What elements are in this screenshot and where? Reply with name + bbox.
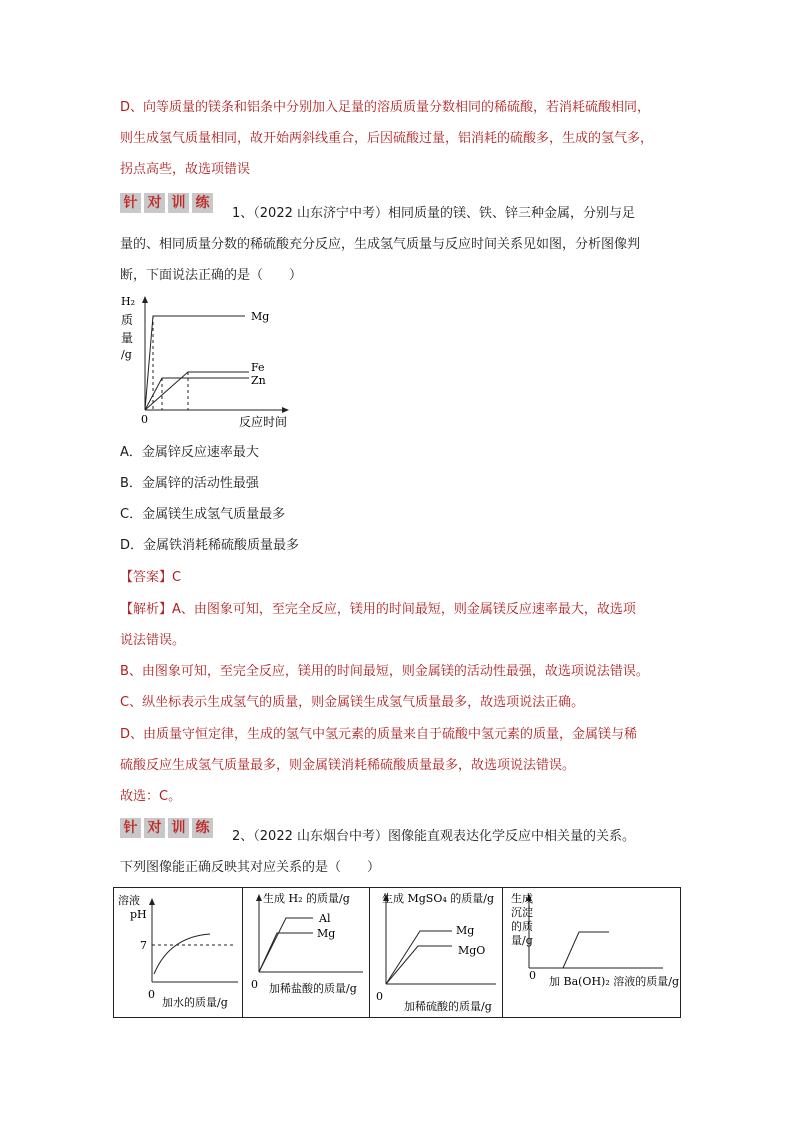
q2-graph-d [503, 888, 680, 1017]
q1-label-fe: Fe [251, 361, 265, 374]
practice-badge-2: 针 对 训 练 [120, 818, 213, 838]
q1-ylabel-2: 量 [121, 331, 134, 345]
q2b-label-al: Al [319, 912, 331, 925]
q1-ylabel-3: /g [121, 348, 132, 361]
q1-option-c: C．金属镁生成氢气质量最多 [120, 507, 286, 522]
intro-line-2: 则生成氢气质量相同，故开始两斜线重合，后因硫酸过量，铝消耗的硫酸多，生成的氢气多， [120, 131, 654, 146]
q1-xlabel: 反应时间 [239, 415, 288, 429]
q1-y-arrow [142, 296, 148, 303]
q2a-origin: 0 [148, 988, 155, 1001]
q2a-ylabel-1: pH [130, 908, 147, 921]
q2a-tick-7: 7 [140, 939, 147, 952]
q2b-xlabel: 加稀盐酸的质量/g [269, 982, 357, 995]
q1-label-mg: Mg [251, 310, 270, 323]
q1-analysis-2: 说法错误。 [120, 633, 186, 648]
q2-graph-c [370, 888, 503, 1017]
q1-analysis-1: 【解析】A、由图象可知，至完全反应，镁用的时间最短，则金属镁反应速率最大，故选项 [120, 602, 636, 617]
q1-origin: 0 [141, 413, 148, 426]
q1-x-arrow [282, 407, 289, 413]
q2c-xlabel: 加稀硫酸的质量/g [404, 1000, 492, 1013]
q2b-origin: 0 [251, 978, 258, 991]
q2a-ylabel-0: 溶液 [118, 894, 140, 907]
q2d-ylabel-3: 量/g [511, 934, 533, 947]
q1-option-b: B．金属锌的活动性最强 [120, 476, 259, 491]
q2d-origin: 0 [529, 969, 536, 982]
q1-analysis-3: B、由图象可知，至完全反应，镁用的时间最短，则金属镁的活动性最强，故选项说法错误。 [120, 664, 649, 679]
q1-zn-line [145, 378, 249, 410]
q2c-origin: 0 [376, 990, 383, 1003]
practice-badge: 针 对 训 练 [120, 193, 213, 213]
q2d-ylabel-2: 的质 [511, 920, 533, 933]
q2-stem-line-2: 下列图像能正确反映其对应关系的是（ ） [120, 860, 381, 875]
q1-graph [115, 292, 315, 432]
q2d-xlabel: 加 Ba(OH)₂ 溶液的质量/g [549, 975, 679, 988]
q2c-label-mgo: MgO [458, 944, 486, 957]
q1-analysis-5: D、由质量守恒定律，生成的氢气中氢元素的质量来自于硫酸中氢元素的质量，金属镁与稀 [120, 727, 638, 742]
q2-graph-table [113, 887, 681, 1018]
q2-graph-b [243, 888, 370, 1017]
q1-label-zn: Zn [251, 374, 266, 387]
q2-graph-a [114, 888, 243, 1017]
intro-line-3: 拐点高些，故选项错误 [120, 162, 251, 177]
q1-ylabel-0: H₂ [121, 295, 136, 308]
q1-analysis-6: 硫酸反应生成氢气质量最多，则金属镁消耗稀硫酸质量最多，故选项说法错误。 [120, 758, 576, 773]
q1-option-d: D．金属铁消耗稀硫酸质量最多 [120, 538, 300, 553]
q2b-label-mg: Mg [317, 927, 336, 940]
q2a-xlabel: 加水的质量/g [162, 996, 228, 1009]
q2d-ylabel-1: 沉淀 [511, 906, 533, 919]
q1-answer: 【答案】C [120, 570, 182, 585]
q1-mg-line [145, 316, 245, 410]
q1-stem-line-3: 断，下面说法正确的是（ ） [120, 268, 303, 283]
q1-option-a: A．金属锌反应速率最大 [120, 445, 259, 460]
q1-conclusion: 故选：C。 [120, 789, 182, 804]
q2-stem-line-1: 2、（2022 山东烟台中考）图像能直观表达化学反应中相关量的关系。 [232, 829, 635, 844]
q1-stem-line-1: 1、（2022 山东济宁中考）相同质量的镁、铁、锌三种金属，分别与足 [232, 206, 635, 221]
q1-stem-line-2: 量的、相同质量分数的稀硫酸充分反应，生成氢气质量与反应时间关系见如图，分析图像判 [120, 237, 641, 252]
q2d-ylabel-0: 生成 [511, 892, 533, 905]
q2c-label-mg: Mg [456, 924, 475, 937]
q2b-ylabel: 生成 H₂ 的质量/g [263, 892, 350, 905]
q1-ylabel-1: 质 [121, 313, 134, 327]
q1-analysis-4: C、纵坐标表示生成氢气的质量，则金属镁生成氢气质量最多，故选项说法正确。 [120, 695, 585, 710]
q2c-ylabel: 生成 MgSO₄ 的质量/g [382, 892, 495, 905]
intro-line-1: D、向等质量的镁条和铝条中分别加入足量的溶质质量分数相同的稀硫酸，若消耗硫酸相同， [120, 100, 651, 115]
